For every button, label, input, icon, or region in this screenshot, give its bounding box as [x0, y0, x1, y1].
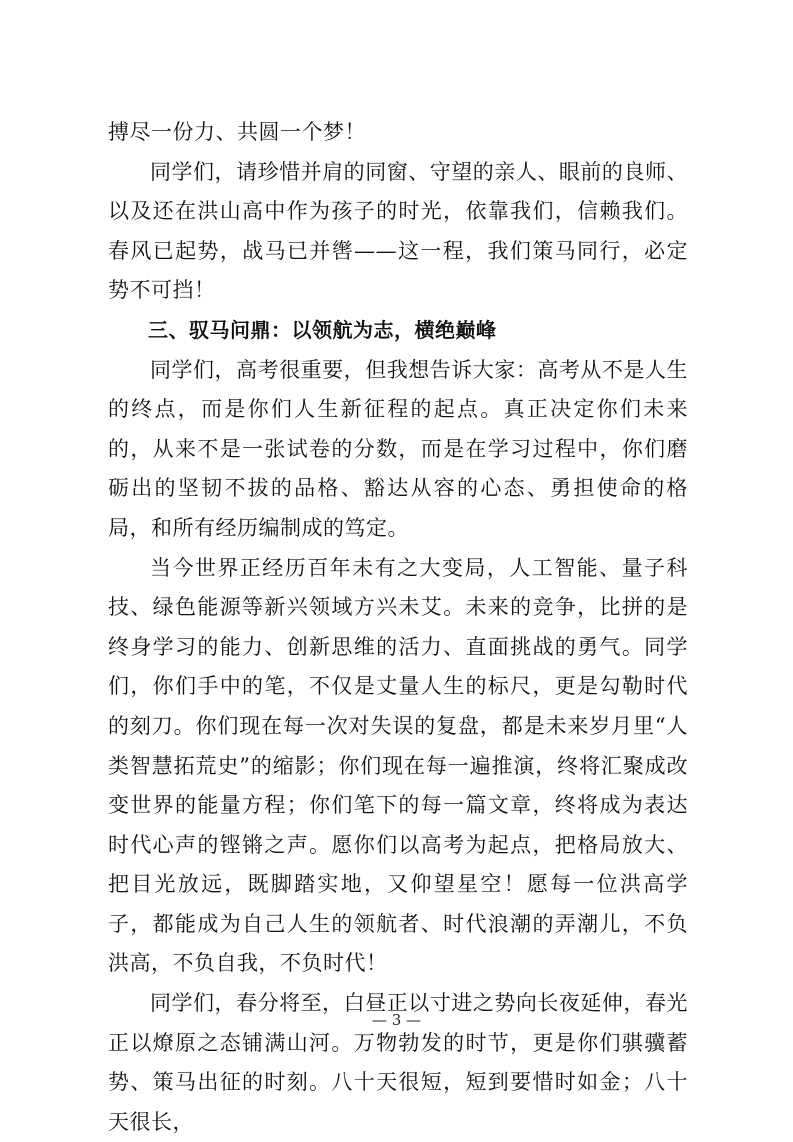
paragraph-cherish-classmates: 同学们，请珍惜并肩的同窗、守望的亲人、眼前的良师、以及还在洪山高中作为孩子的时光，依靠我们，信赖我们。春风已起势，战马已并辔——这一程，我们策马同行，必定势不可挡！ — [108, 159, 688, 303]
paragraph-gaokao-starting-point: 同学们，高考很重要，但我想告诉大家：高考从不是人生的终点，而是你们人生新征程的起点。真正决定你们未来的，从来不是一张试卷的分数，而是在学习过程中，你们磨砺出的坚韧不拔的品格、豁达从容的心态、勇担使命的格局，和所有经历编制成的笃定。 — [108, 357, 688, 540]
paragraph-world-changes: 当今世界正经历百年未有之大变局，人工智能、量子科技、绿色能源等新兴领域方兴未艾。未来的竞争，比拼的是终身学习的能力、创新思维的活力、直面挑战的勇气。同学们，你们手中的笔，不仅是丈量人生的标尺，更是勾勒时代的刻刀。你们现在每一次对失误的复盘，都是未来岁月里“人类智慧拓荒史”的缩影；你们现在每一遍推演，终将汇聚成改变世界的能量方程；你们笔下的每一篇文章，终将成为表达时代心声的铿锵之声。愿你们以高考为起点，把格局放大、把目光放远，既脚踏实地，又仰望星空！愿每一位洪高学子，都能成为自己人生的领航者、时代浪潮的弄潮儿，不负洪高，不负自我，不负时代！ — [108, 555, 688, 976]
paragraph-continuation: 搏尽一份力、共圆一个梦！ — [108, 120, 366, 144]
section-heading-three: 三、驭马问鼎：以领航为志，横绝巅峰 — [148, 317, 497, 342]
paragraph-spring-equinox: 同学们，春分将至，白昼正以寸进之势向长夜延伸，春光正以燎原之态铺满山河。万物勃发的时节，更是你们骐骥蓄势、策马出征的时刻。八十天很短，短到要惜时如金；八十天很长， — [108, 991, 688, 1134]
page-number: — 3 — — [371, 1011, 422, 1029]
document-body — [108, 113, 688, 1142]
